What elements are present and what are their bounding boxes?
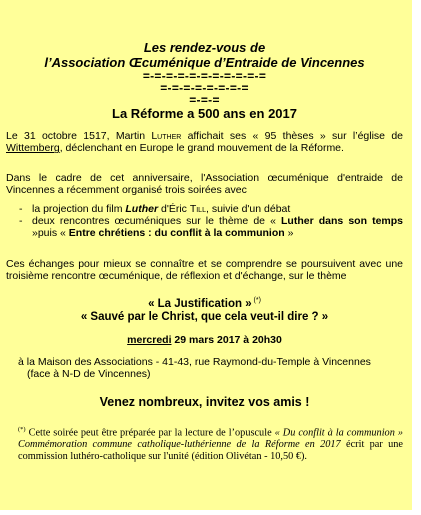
program-paragraph: Dans le cadre de cet anniversaire, l'Association œcuménique d'entraide de Vincennes a récemment organisé trois soirées avec (6, 171, 403, 197)
header-title-line2: l’Association Œcuménique d’Entraide de Vincennes (44, 54, 365, 70)
separator-3: =-=-= (189, 93, 220, 107)
event-place-detail: (face à N-D de Vincennes) (27, 368, 151, 381)
theme-line1: « La Justification » (*) (148, 296, 261, 310)
list-item: - la projection du film Luther d'Éric Till, suivie d'un débat (6, 203, 403, 215)
footnote-mark: (*) (251, 296, 261, 304)
separator-2: =-=-=-=-=-=-=-= (160, 81, 249, 95)
footnote: (*) Cette soirée peut être préparée par la lecture de l’opuscule « Du conflit à la communion » Commémoration commune catholique-luthérienne de la Réforme en 2017 écrit par une commission luthéro-catholique sur l'unité (édition Olivétan - 10,50 €). (18, 425, 404, 462)
event-place: à la Maison des Associations - 41-43, rue Raymond-du-Temple à Vincennes (18, 355, 371, 368)
theme-line2: « Sauvé par le Christ, que cela veut-il dire ? » (80, 310, 329, 323)
list-item: - deux rencontres œcuméniques sur le thème de « Luther dans son temps »puis « Entre chrétiens : du conflit à la communion » (6, 215, 403, 240)
continuation-paragraph: Ces échanges pour mieux se connaître et se comprendre se poursuivent avec une troisième rencontre œcuménique, de réflexion et d'échange, sur le thème (6, 257, 403, 283)
event-day: mercredi (127, 334, 172, 347)
program-list (6, 203, 403, 240)
header-title-line1: Les rendez-vous de (143, 40, 266, 55)
intro-paragraph: Le 31 octobre 1517, Martin Luther affichait ses « 95 thèses » sur l’église de Wittemberg, déclenchant en Europe le grand mouvement de la Réforme. (6, 130, 403, 155)
invite-line: Venez nombreux, invitez vos amis ! (99, 394, 310, 409)
wittemberg-link: Wittemberg (6, 142, 60, 155)
separator-1: =-=-=-=-=-=-=-=-=-=-= (142, 69, 267, 83)
booklet-title: « Du conflit à la communion » Commémoration commune catholique-luthérienne de la Réforme en 2017 (18, 427, 403, 450)
luther-name: Luther (151, 130, 182, 142)
headline: La Réforme a 500 ans en 2017 (112, 106, 297, 121)
event-date: mercredi 29 mars 2017 à 20h30 (127, 334, 282, 347)
